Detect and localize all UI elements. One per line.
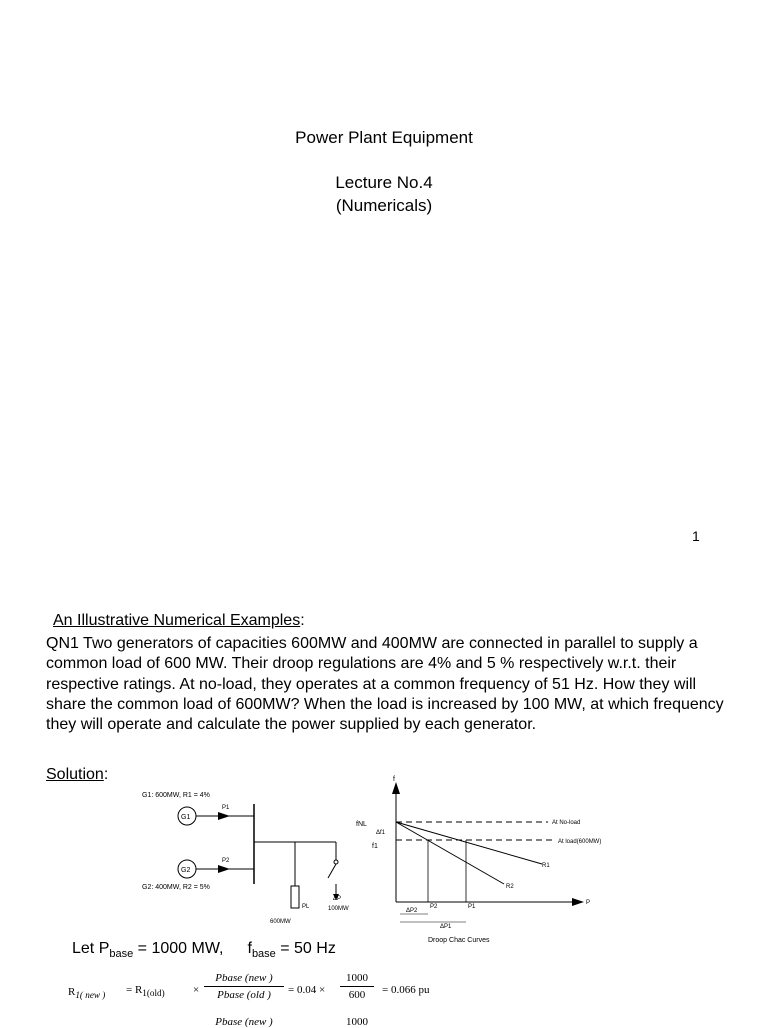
- pbase-ratio: [204, 972, 284, 1001]
- lecture-subtitle: (Numericals): [335, 196, 433, 215]
- pbase-old: Pbase (old ): [217, 989, 271, 1001]
- fraction-bar-1: [204, 986, 284, 987]
- document-title: [0, 126, 768, 217]
- r1-new-lhs: [68, 986, 105, 1000]
- solution-label-text: Solution: [46, 766, 104, 783]
- base-values-line: [72, 940, 336, 960]
- r1-old-term: [126, 984, 165, 998]
- question-text: QN1 Two generators of capacities 600MW and 400MW are connected in parallel to supply a common load of 600 MW. Their droop regulations are 4% and 5 % respectively w.r.t. their respective ratings. At no-load, they operates at a common frequency of 51 Hz. How they will share the common load of 600MW? When the load is increased by 100 MW, at which frequency they will operate and calculate the power supplied by each generator.: [46, 635, 724, 734]
- r1-label: R1: [542, 863, 550, 869]
- eq-equals-r: = R: [126, 984, 143, 996]
- p1-label: P1: [222, 805, 230, 811]
- page-number: 1: [692, 528, 700, 544]
- p2-axis-label: P2: [430, 904, 438, 910]
- eq-times: ×: [193, 984, 200, 996]
- at-load-label: At load(600MW): [558, 839, 602, 845]
- solution-label-colon: :: [103, 766, 109, 783]
- pbase-subscript: base: [109, 948, 134, 961]
- eq-old-sub: 1(old): [142, 988, 165, 999]
- let-p: Let P: [72, 940, 110, 957]
- p-axis-label: P: [586, 900, 591, 906]
- g1-label: G1: [181, 814, 191, 821]
- next-eq-numerator-2: 1000: [346, 1016, 368, 1028]
- mw-ratio: [340, 972, 374, 1001]
- load-value: 600MW: [270, 919, 291, 925]
- ratio-numerator: 1000: [346, 972, 368, 984]
- r2-curve: [396, 822, 504, 884]
- f-symbol: f: [247, 940, 252, 957]
- delta-f1-label: Δf1: [376, 830, 386, 836]
- switch-node: [334, 860, 338, 864]
- pbase-new: Pbase (new ): [215, 972, 273, 984]
- switch-blade: [328, 864, 336, 878]
- parallel-generators-diagram: [130, 780, 370, 930]
- p2-arrow: [218, 865, 230, 873]
- delta-p1-label: ΔP1: [440, 924, 452, 930]
- f-axis-arrow: [392, 782, 400, 794]
- lecture-number: Lecture No.4: [335, 173, 433, 192]
- fraction-bar-2: [340, 986, 374, 987]
- p1-arrow: [218, 812, 230, 820]
- r1-curve: [396, 822, 542, 864]
- f-axis-label: f: [393, 776, 395, 783]
- eq-r-sub: 1( new ): [75, 990, 106, 1001]
- section-heading-text: An Illustrative Numerical Examples: [53, 612, 301, 629]
- next-eq-numerator: Pbase (new ): [215, 1016, 273, 1028]
- eq-r-old-value: = 0.04 ×: [288, 984, 326, 996]
- ratio-denominator: 600: [348, 989, 366, 1001]
- p-axis-arrow: [572, 898, 584, 906]
- pbase-value: = 1000 MW,: [133, 940, 224, 957]
- fbase-value: = 50 Hz: [275, 940, 336, 957]
- fbase-subscript: base: [251, 948, 276, 961]
- chart-caption: Droop Chac Curves: [428, 937, 490, 944]
- p2-label: P2: [222, 858, 230, 864]
- g2-label: G2: [181, 867, 191, 874]
- p1-axis-label: P1: [468, 904, 476, 910]
- section-heading-colon: :: [300, 612, 305, 629]
- solution-label: [46, 766, 108, 784]
- fnl-label: fNL: [356, 821, 367, 828]
- delta-p-label: ΔP: [333, 896, 342, 902]
- course-title: Power Plant Equipment: [295, 128, 473, 147]
- eq-r: R: [68, 986, 76, 998]
- r2-label: R2: [506, 884, 514, 890]
- g2-spec: G2: 400MW, R2 = 5%: [142, 884, 210, 891]
- droop-characteristic-diagram: [350, 772, 620, 947]
- section-heading: [53, 612, 305, 630]
- load-resistor: [291, 886, 299, 908]
- g1-spec: G1: 600MW, R1 = 4%: [142, 792, 210, 799]
- eq-result: = 0.066 pu: [382, 984, 430, 996]
- delta-p2-label: ΔP2: [406, 908, 418, 914]
- no-load-label: At No-load: [552, 820, 581, 826]
- f1-label: f1: [372, 843, 378, 850]
- delta-load-value: 100MW: [328, 906, 349, 912]
- pl-label: PL: [302, 904, 310, 910]
